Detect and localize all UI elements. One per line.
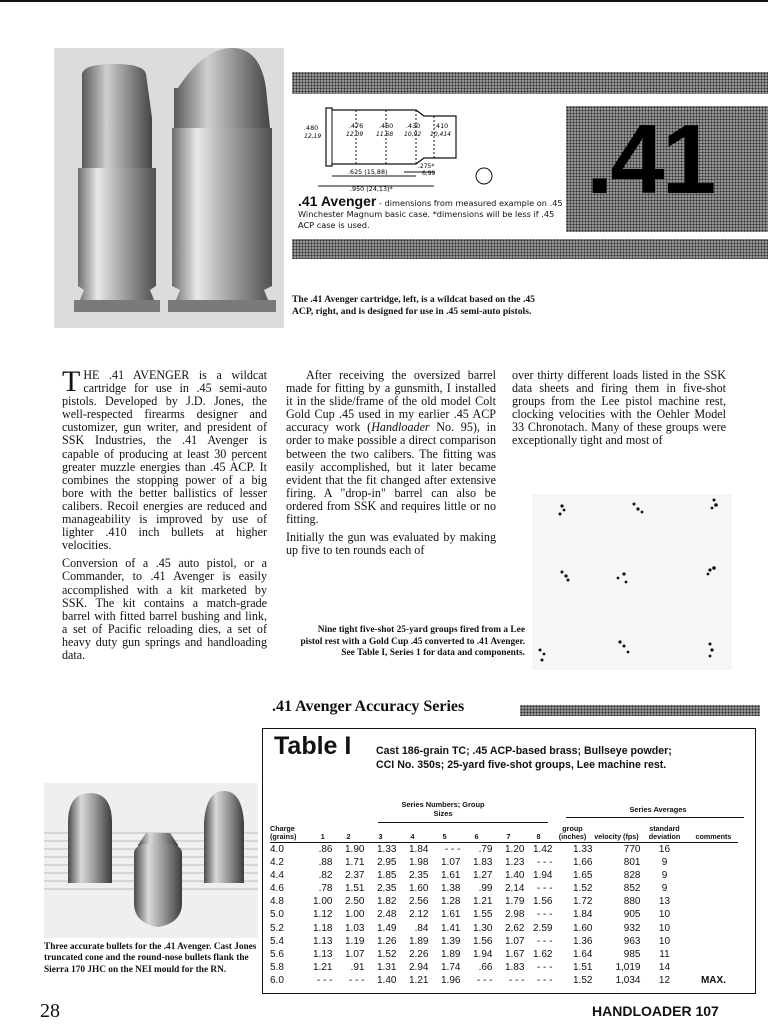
cartridge-diagram (296, 100, 562, 192)
table-row (270, 908, 738, 921)
halftone-band-bottom (292, 239, 768, 259)
table-cell: - - - (536, 935, 553, 947)
table-cell: 1.00 (345, 909, 365, 921)
table-cell: 801 (623, 857, 641, 869)
caliber-title: .41 (586, 104, 714, 214)
col-series-7: 7 (506, 832, 511, 842)
table-cell: 985 (623, 948, 641, 960)
dim-label-1-mm: 12,09 (346, 131, 364, 138)
table-row (270, 856, 738, 869)
table-cell: 1,034 (615, 974, 641, 986)
table-cell: 1.94 (533, 870, 553, 882)
bullets-caption: Three accurate bullets for the .41 Avenger. Cast Jones truncated cone and the round-nose bullets flank the Sierra 170 JHC on the NEI mould for the RN. (44, 942, 257, 975)
col-velocity: velocity (fps) (594, 832, 639, 842)
table-cell: 2.50 (345, 896, 365, 908)
table-cell (688, 948, 738, 961)
table-cell: 1.64 (573, 948, 593, 960)
table-cell: 16 (658, 844, 671, 855)
table-cell: 1.52 (573, 883, 593, 895)
col-series-2: 2 (346, 832, 351, 842)
table-cell: .86 (318, 844, 333, 855)
target-groups-caption: Nine tight five-shot 25-yard groups fired from a Lee pistol rest with a Gold Cup .45 converted to .41 Avenger. See Table I, Series 1 for data and components. (300, 625, 525, 659)
article-col3-paragraph-1: over thirty different loads listed in the SSK data sheets and firing them in five-shot groups from the Lee pistol machine rest, clocking velocities with the Oehler Model 33 Chronotach. Many of these groups were exceptionally tight and most of (512, 368, 726, 448)
series-averages-rule (566, 817, 744, 818)
table-cell: 1.00 (313, 896, 333, 908)
table-cell: 1.40 (505, 870, 525, 882)
table-cell: 1.96 (441, 974, 461, 986)
article-col1-paragraph-2: Conversion of a .45 auto pistol, or a Commander, to .41 Avenger is easily accomplished with a kit marketed by SSK. The kit contains a match-grade barrel with fitted barrel bushing and link, a set of Pacific reloading dies, a set of heavy duty gun springs and handloading data. (62, 556, 267, 662)
table-cell: 9 (661, 883, 668, 895)
table-cell: 1.61 (441, 909, 461, 921)
table-cell: 1.21 (409, 974, 429, 986)
table-row (270, 935, 738, 948)
table-cell: 2.56 (409, 896, 429, 908)
table-cell: 1.98 (409, 857, 429, 869)
table-cell: 9 (661, 857, 668, 869)
table-cell: .91 (350, 961, 365, 973)
article-col2-paragraph-2: Initially the gun was evaluated by making up five to ten rounds each of (286, 530, 496, 558)
drop-cap: T (62, 365, 81, 398)
table-body (270, 843, 738, 988)
col-std-dev: standard deviation (648, 823, 681, 842)
page-number: 28 (40, 1000, 60, 1022)
table-cell: - - - (508, 974, 525, 986)
dim-label-2-mm: 11,68 (376, 131, 394, 138)
cartridge-caption: The .41 Avenger cartridge, left, is a wildcat based on the .45 ACP, right, and is designed for use in .45 semi-auto pistols. (292, 294, 535, 317)
table-cell (688, 961, 738, 974)
table-cell: - - - (316, 974, 333, 986)
table-description: Cast 186-grain TC; .45 ACP-based brass; Bullseye powder; CCI No. 350s; 25-yard five-shot groups, Lee machine rest. (376, 745, 672, 771)
table-cell: 11 (659, 948, 670, 960)
table-cell: 1.12 (313, 909, 333, 921)
table-row (270, 895, 738, 908)
diagram-note: - dimensions from measured example on .45 Winchester Magnum basic case. *dimensions will be less if .45 ACP case is used. (298, 198, 563, 230)
table-cell: 1.49 (377, 922, 397, 934)
dim-length-a: .625 (15,88) (348, 168, 388, 176)
table-cell: 1.89 (409, 935, 429, 947)
col2-p1-b: No. 95), in order to make possible a direct comparison between the two calibers. The fitting was easily accomplished, but it later became evident that the fit changed after extensive firing. A "drop-in" barrel can also be ordered from SSK and requires little or no fitting. (286, 420, 496, 527)
table-cell: 932 (623, 922, 641, 934)
table-cell: 1.71 (345, 857, 365, 869)
table-cell: 1.52 (377, 948, 397, 960)
table-cell: 1.60 (573, 922, 593, 934)
table-cell: - - - (536, 961, 553, 973)
col2-p1-italic: Handloader (371, 420, 430, 435)
table-cell: - - - (536, 974, 553, 986)
table-cell: 5.6 (270, 948, 284, 960)
dim-label-1-in: .476 (349, 122, 364, 130)
table-cell: 1.23 (505, 857, 525, 869)
table-cell: 1.83 (473, 857, 493, 869)
table-cell (688, 882, 738, 895)
table-row (270, 843, 738, 857)
table-cell: 1.84 (573, 909, 593, 921)
table-row (270, 961, 738, 974)
table-cell: - - - (348, 974, 365, 986)
table-cell: 1.28 (441, 896, 461, 908)
table-cell: 1.72 (573, 896, 593, 908)
table-cell (688, 935, 738, 948)
table-cell (688, 869, 738, 882)
table-cell (688, 908, 738, 921)
table-cell: 1.13 (313, 948, 333, 960)
dim-label-3-in: .430 (406, 122, 421, 130)
table-cell: .84 (414, 922, 429, 934)
table-cell: 10 (658, 935, 671, 947)
table-cell: 5.2 (270, 922, 284, 934)
table-cell: 1.36 (573, 935, 593, 947)
table-cell: 1.41 (441, 922, 461, 934)
table-cell: 1.31 (377, 961, 397, 973)
table-cell: 2.35 (409, 870, 429, 882)
col-series-4: 4 (410, 832, 415, 842)
table-cell: 1.30 (473, 922, 493, 934)
table-cell: 12 (658, 974, 671, 986)
table-cell: .99 (478, 883, 493, 895)
table-cell: MAX. (700, 974, 726, 986)
table-row (270, 882, 738, 895)
table-cell: 1.66 (573, 857, 593, 869)
table-cell: 5.0 (270, 909, 284, 921)
dim-label-4-mm: 10,414 (430, 131, 451, 138)
table-cell: 1.90 (345, 844, 365, 855)
table-cell: 4.0 (270, 844, 284, 855)
table-cell: 5.8 (270, 961, 284, 973)
accuracy-table (270, 822, 738, 987)
table-cell: 1.56 (533, 896, 553, 908)
table-cell: 852 (623, 883, 641, 895)
table-cell: 905 (623, 909, 641, 921)
table-cell: 1,019 (615, 961, 641, 973)
diagram-title: .41 Avenger (298, 193, 377, 209)
table-cell: 1.33 (377, 844, 397, 855)
table-cell (688, 856, 738, 869)
halftone-band-top (292, 72, 768, 94)
table-cell: 770 (623, 844, 641, 855)
table-cell: 1.20 (505, 844, 525, 855)
table-cell: 1.61 (441, 870, 461, 882)
table-cell: 1.19 (345, 935, 365, 947)
table-cell: 2.59 (533, 922, 553, 934)
diagram-caption (298, 193, 568, 231)
table-cell: 1.67 (505, 948, 525, 960)
table-cell: 1.62 (533, 948, 553, 960)
table-cell: 6.0 (270, 974, 284, 986)
table-cell: 2.14 (505, 883, 525, 895)
table-cell: - - - (536, 883, 553, 895)
table-cell: 1.03 (345, 922, 365, 934)
table-cell: 1.55 (473, 909, 493, 921)
section-halftone-bar (520, 705, 760, 716)
table-cell: 1.60 (409, 883, 429, 895)
dim-label-4-in: .410 (434, 122, 449, 130)
article-column-3 (512, 369, 726, 448)
table-cell: 4.6 (270, 883, 284, 895)
dim-label-0-mm: 12,19 (304, 133, 322, 140)
table-cell: 1.18 (313, 922, 333, 934)
table-cell: 1.40 (377, 974, 397, 986)
table-cell: 1.83 (505, 961, 525, 973)
table-cell: 1.65 (573, 870, 593, 882)
table-cell: 10 (658, 909, 671, 921)
table-cell: - - - (536, 909, 553, 921)
table-cell: 1.39 (441, 935, 461, 947)
table-cell: - - - (444, 844, 461, 855)
table-cell: 10 (658, 922, 671, 934)
table-row (270, 922, 738, 935)
col-series-1: 1 (320, 832, 325, 842)
table-cell: 14 (658, 961, 671, 973)
table-cell: .78 (318, 883, 333, 895)
table-cell: 2.12 (409, 909, 429, 921)
col2-p1-a: After receiving the oversized barrel made for fitting by a gunsmith, I installed it in the slide/frame of the old model Colt Gold Cup .45 used in my earlier .45 ACP accuracy work ( (286, 368, 496, 435)
table-header-row (270, 822, 738, 843)
table-cell: 1.07 (505, 935, 525, 947)
table-cell: 4.2 (270, 857, 284, 869)
table-cell: 2.35 (377, 883, 397, 895)
table-row (270, 869, 738, 882)
table-cell: 1.13 (313, 935, 333, 947)
table-cell: 1.51 (573, 961, 593, 973)
col1-p1-text: HE .41 AVENGER is a wildcat cartridge for use in .45 semi-auto pistols. Developed by J.D. Jones, the well-respected firearms designer and customizer, gun writer, and president of SSK Industries, the .41 Avenger is capable of producing at least 30 percent greater muzzle energies than .45 ACP. It combines the stopping power of a big bore with the better ballistics of lesser calibers. Recoil energies are reduced and manageability is improved by use of lighter .410 inch bullets at higher velocities. (62, 368, 267, 553)
dim-length-b-in: .275* (418, 163, 435, 170)
table-cell: 1.42 (533, 844, 553, 855)
cartridge-photo (54, 48, 284, 328)
table-cell: 1.26 (377, 935, 397, 947)
table-cell: 1.07 (441, 857, 461, 869)
article-col1-paragraph-1 (62, 365, 267, 553)
table-cell: 1.21 (313, 961, 333, 973)
table-cell: 5.4 (270, 935, 284, 947)
table-cell (688, 922, 738, 935)
table-cell: 13 (658, 896, 671, 908)
table-cell: 2.37 (345, 870, 365, 882)
table-cell: 2.26 (409, 948, 429, 960)
top-rule (0, 0, 768, 2)
target-groups-photo (532, 494, 732, 670)
table-cell: - - - (476, 974, 493, 986)
bullets-photo (44, 783, 258, 938)
table-cell: 2.95 (377, 857, 397, 869)
col-charge: Charge (grains) (270, 823, 297, 842)
table-cell: 1.07 (345, 948, 365, 960)
table-cell: 2.98 (505, 909, 525, 921)
table-cell: 963 (623, 935, 641, 947)
table-cell: 1.74 (441, 961, 461, 973)
table-cell: 1.52 (573, 974, 593, 986)
table-cell: 1.79 (505, 896, 525, 908)
table-cell: 2.94 (409, 961, 429, 973)
table-cell: 1.38 (441, 883, 461, 895)
col-series-3: 3 (378, 832, 383, 842)
article-column-2 (286, 369, 496, 557)
col-group: group (inches) (558, 823, 587, 842)
dim-label-0-in: .480 (304, 124, 319, 132)
table-cell: 4.8 (270, 896, 284, 908)
dim-length-b-mm: 6,99 (422, 170, 436, 177)
article-col2-paragraph-1 (286, 369, 496, 526)
table-cell: 1.33 (573, 844, 593, 855)
dim-length-c: .950 (24,13)* (350, 185, 393, 192)
col-series-8: 8 (536, 832, 541, 842)
col-series-6: 6 (474, 832, 479, 842)
table-cell: - - - (536, 857, 553, 869)
table-row (270, 974, 738, 987)
col-series-5: 5 (442, 832, 447, 842)
footer-issue: HANDLOADER 107 (592, 1003, 719, 1019)
dim-label-3-mm: 10,92 (404, 131, 422, 138)
article-column-1 (62, 365, 267, 662)
table-cell: 1.27 (473, 870, 493, 882)
table-cell: 1.51 (345, 883, 365, 895)
table-cell: 2.48 (377, 909, 397, 921)
section-title: .41 Avenger Accuracy Series (272, 698, 465, 715)
series-numbers-header: Series Numbers; Group Sizes (401, 800, 485, 818)
series-averages-header: Series Averages (629, 805, 687, 814)
table-cell: 1.21 (473, 896, 493, 908)
table-cell: 1.94 (473, 948, 493, 960)
dim-label-2-in: .460 (379, 122, 394, 130)
col-comments: comments (695, 832, 732, 842)
table-cell: 880 (623, 896, 641, 908)
table-cell: 1.89 (441, 948, 461, 960)
table-cell (688, 895, 738, 908)
table-cell: .79 (478, 844, 493, 855)
table-cell: 1.82 (377, 896, 397, 908)
table-cell: 4.4 (270, 870, 284, 882)
table-cell: 1.85 (377, 870, 397, 882)
table-cell: 1.84 (409, 844, 429, 855)
table-cell (688, 843, 738, 857)
table-cell: .82 (318, 870, 333, 882)
table-cell: 1.56 (473, 935, 493, 947)
table-cell: .88 (318, 857, 333, 869)
table-cell: 828 (623, 870, 641, 882)
table-cell: 2.62 (505, 922, 525, 934)
table-title: Table I (274, 732, 352, 760)
table-cell: 9 (661, 870, 668, 882)
table-row (270, 948, 738, 961)
table-cell: .66 (478, 961, 493, 973)
